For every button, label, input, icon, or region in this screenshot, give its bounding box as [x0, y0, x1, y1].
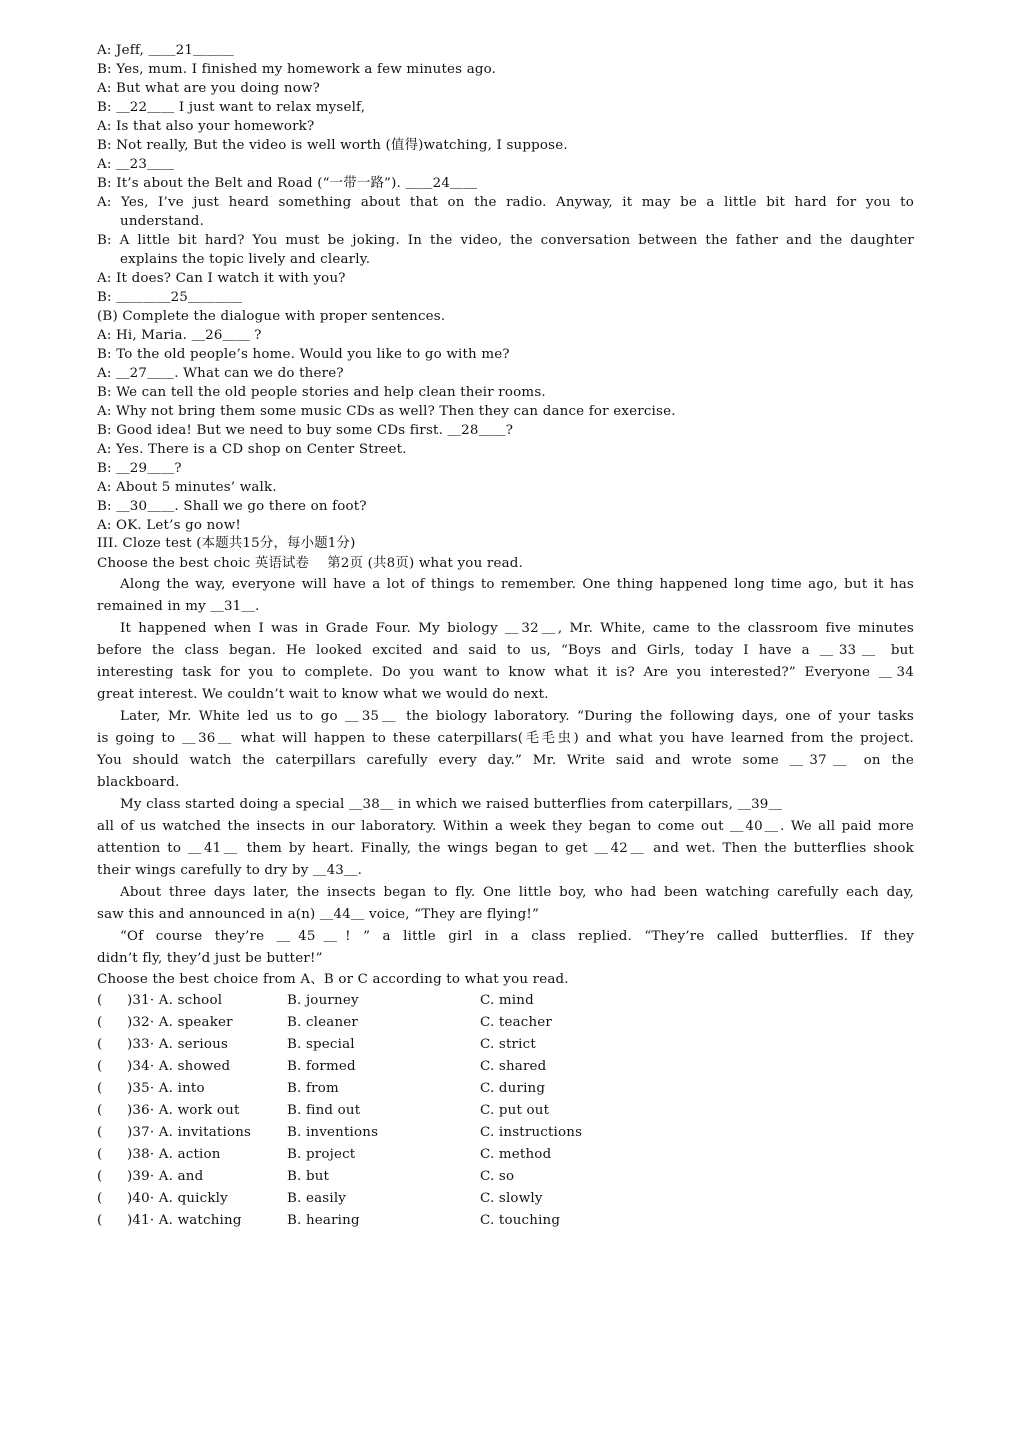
- question-row: ( )38· A. action B. project C. method: [97, 1144, 914, 1166]
- passage-line: About three days later, the insects began to fly. One little boy, who had been watching carefully each day,: [120, 885, 914, 900]
- passage-line: great interest. We couldn’t wait to know what we would do next.: [97, 687, 549, 702]
- passage-line: interesting task for you to complete. Do you want to know what it is? Are you interested?” Everyone ＿34: [97, 665, 914, 680]
- question-row: ( )35· A. into B. from C. during: [97, 1078, 914, 1100]
- dialogue-line: A: It does? Can I watch it with you?: [97, 271, 346, 286]
- dialogue-line: A: About 5 minutes’ walk.: [97, 480, 277, 495]
- dialogue-line: B: A little bit hard? You must be joking. In the video, the conversation between the father and the daughter: [97, 233, 914, 248]
- option-b[interactable]: B. from: [287, 1081, 339, 1096]
- dialogue-line: A: Why not bring them some music CDs as well? Then they can dance for exercise.: [97, 404, 676, 419]
- option-b[interactable]: B. project: [287, 1147, 356, 1162]
- question-number: )34: [127, 1059, 150, 1074]
- option-c[interactable]: C. slowly: [480, 1191, 543, 1206]
- passage-line: is going to ＿36＿ what will happen to these caterpillars(毛毛虫) and what you have learned from the project.: [97, 731, 914, 746]
- option-c[interactable]: C. instructions: [480, 1125, 583, 1140]
- option-c[interactable]: C. touching: [480, 1213, 561, 1228]
- passage-line: attention to ＿41＿ them by heart. Finally, the wings began to get ＿42＿ and wet. Then the butterflies shook: [97, 841, 914, 856]
- option-b[interactable]: B. find out: [287, 1103, 361, 1118]
- passage-line: all of us watched the insects in our laboratory. Within a week they began to come out ＿40＿. We all paid more: [97, 819, 914, 834]
- dialogue-line: A: Jeff, ＿＿21＿＿＿: [97, 43, 234, 58]
- passage-line: “Of course they’re ＿45＿! ” a little girl in a class replied. “They’re called butterflies. If they: [120, 929, 914, 944]
- question-number: )37: [127, 1125, 150, 1140]
- passage-line: didn’t fly, they’d just be butter!”: [97, 951, 323, 966]
- dialogue-line: B: ＿＿＿＿25＿＿＿＿: [97, 290, 243, 305]
- option-c[interactable]: C. strict: [480, 1037, 536, 1052]
- question-row: ( )32· A. speaker B. cleaner C. teacher: [97, 1012, 914, 1034]
- passage-line: You should watch the caterpillars carefully every day.” Mr. Write said and wrote some ＿37＿ on the: [97, 753, 914, 768]
- dialogue-line: A: Is that also your homework?: [97, 119, 315, 134]
- option-b[interactable]: B. formed: [287, 1059, 356, 1074]
- passage-line: It happened when I was in Grade Four. My biology ＿32＿, Mr. White, came to the classroom five minutes: [120, 621, 914, 636]
- question-number: )33: [127, 1037, 150, 1052]
- question-number: )40: [127, 1191, 150, 1206]
- answer-paren[interactable]: (: [97, 1015, 103, 1030]
- option-a[interactable]: A. and: [158, 1169, 204, 1184]
- option-b[interactable]: B. but: [287, 1169, 330, 1184]
- answer-paren[interactable]: (: [97, 1191, 103, 1206]
- dialogue-line: B: ＿30＿＿. Shall we go there on foot?: [97, 499, 367, 514]
- option-b[interactable]: B. journey: [287, 993, 359, 1008]
- answer-paren[interactable]: (: [97, 1125, 103, 1140]
- option-a[interactable]: A. showed: [158, 1059, 231, 1074]
- dialogue-line: B: We can tell the old people stories and help clean their rooms.: [97, 385, 546, 400]
- option-c[interactable]: C. shared: [480, 1059, 547, 1074]
- dialogue-line: understand.: [120, 214, 205, 229]
- option-c[interactable]: C. teacher: [480, 1015, 553, 1030]
- section-title: III. Cloze test (本题共15分，每小题1分): [97, 536, 356, 551]
- question-row: ( )39· A. and B. but C. so: [97, 1166, 914, 1188]
- option-a[interactable]: A. action: [158, 1147, 221, 1162]
- option-c[interactable]: C. put out: [480, 1103, 550, 1118]
- option-a[interactable]: A. into: [158, 1081, 205, 1096]
- option-a[interactable]: A. speaker: [158, 1015, 233, 1030]
- question-row: ( )40· A. quickly B. easily C. slowly: [97, 1188, 914, 1210]
- answer-paren[interactable]: (: [97, 1169, 103, 1184]
- passage-line: before the class began. He looked excited and said to us, “Boys and Girls, today I have a ＿33＿ but: [97, 643, 914, 658]
- answer-paren[interactable]: (: [97, 1037, 103, 1052]
- answer-paren[interactable]: (: [97, 1213, 103, 1228]
- dialogue-line: B: Good idea! But we need to buy some CDs first. ＿28＿＿?: [97, 423, 514, 438]
- question-row: ( )37· A. invitations B. inventions C. instructions: [97, 1122, 914, 1144]
- option-a[interactable]: A. quickly: [158, 1191, 228, 1206]
- options-list: [97, 990, 914, 1232]
- choose-instruction: Choose the best choice from A、B or C according to what you read.: [97, 972, 569, 987]
- question-number: )39: [127, 1169, 150, 1184]
- dialogue-line: A: But what are you doing now?: [97, 81, 321, 96]
- question-number: )41: [127, 1213, 150, 1228]
- option-b[interactable]: B. inventions: [287, 1125, 379, 1140]
- option-b[interactable]: B. special: [287, 1037, 355, 1052]
- dialogue-line: B: To the old people’s home. Would you like to go with me?: [97, 347, 510, 362]
- dialogue-line: B: Yes, mum. I finished my homework a few minutes ago.: [97, 62, 497, 77]
- question-row: ( )34· A. showed B. formed C. shared: [97, 1056, 914, 1078]
- answer-paren[interactable]: (: [97, 1103, 103, 1118]
- section-heading: (B) Complete the dialogue with proper sentences.: [97, 309, 446, 324]
- dialogue-line: A: ＿27＿＿. What can we do there?: [97, 366, 344, 381]
- dialogue-line: B: Not really, But the video is well worth (值得)watching, I suppose.: [97, 138, 568, 153]
- option-a[interactable]: A. school: [158, 993, 223, 1008]
- option-c[interactable]: C. so: [480, 1169, 515, 1184]
- option-a[interactable]: A. invitations: [158, 1125, 252, 1140]
- dialogue-line: A: Yes, I’ve just heard something about that on the radio. Anyway, it may be a little bit hard for you to: [97, 195, 914, 210]
- option-a[interactable]: A. watching: [158, 1213, 242, 1228]
- passage-line: Later, Mr. White led us to go ＿35＿ the biology laboratory. “During the following days, one of your tasks: [120, 709, 914, 724]
- option-b[interactable]: B. easily: [287, 1191, 347, 1206]
- dialogue-line: B: ＿22＿＿ I just want to relax myself,: [97, 100, 366, 115]
- dialogue-line: A: Hi, Maria. ＿26＿＿ ?: [97, 328, 262, 343]
- passage-line: saw this and announced in a(n) ＿44＿ voice, “They are flying!”: [97, 907, 540, 922]
- question-row: ( )31· A. school B. journey C. mind: [97, 990, 914, 1012]
- dialogue-b: [97, 307, 914, 535]
- passage-line: blackboard.: [97, 775, 180, 790]
- answer-paren[interactable]: (: [97, 1059, 103, 1074]
- dialogue-line: B: It’s about the Belt and Road (“一带一路”). ＿＿24＿＿: [97, 176, 478, 191]
- passage-line: remained in my ＿31＿.: [97, 599, 260, 614]
- answer-paren[interactable]: (: [97, 1147, 103, 1162]
- option-b[interactable]: B. hearing: [287, 1213, 360, 1228]
- option-c[interactable]: C. method: [480, 1147, 552, 1162]
- option-b[interactable]: B. cleaner: [287, 1015, 358, 1030]
- question-row: ( )33· A. serious B. special C. strict: [97, 1034, 914, 1056]
- question-row: ( )36· A. work out B. find out C. put out: [97, 1100, 914, 1122]
- dialogue-line: explains the topic lively and clearly.: [120, 252, 371, 267]
- question-number: )32: [127, 1015, 150, 1030]
- dialogue-a: [97, 41, 914, 307]
- option-a[interactable]: A. serious: [158, 1037, 229, 1052]
- instruction-overlap: Choose the best choic 英语试卷 第2页 (共8页) what you read.: [97, 556, 523, 571]
- dialogue-line: A: Yes. There is a CD shop on Center Street.: [97, 442, 407, 457]
- exam-page: [97, 41, 914, 1232]
- passage-line: My class started doing a special ＿38＿ in which we raised butterflies from caterpillars, ＿39＿: [120, 797, 783, 812]
- question-number: )35: [127, 1081, 150, 1096]
- answer-paren[interactable]: (: [97, 993, 103, 1008]
- question-row: ( )41· A. watching B. hearing C. touching: [97, 1210, 914, 1232]
- dialogue-line: B: ＿29＿＿?: [97, 461, 182, 476]
- question-number: )31: [127, 993, 150, 1008]
- answer-paren[interactable]: (: [97, 1081, 103, 1096]
- question-number: )38: [127, 1147, 150, 1162]
- question-number: )36: [127, 1103, 150, 1118]
- dialogue-line: A: ＿23＿＿: [97, 157, 175, 172]
- option-c[interactable]: C. mind: [480, 993, 534, 1008]
- cloze-passage: [97, 574, 914, 970]
- option-a[interactable]: A. work out: [158, 1103, 240, 1118]
- dialogue-line: A: OK. Let’s go now!: [97, 518, 241, 533]
- passage-line: Along the way, everyone will have a lot of things to remember. One thing happened long time ago, but it has: [120, 577, 914, 592]
- passage-line: their wings carefully to dry by ＿43＿.: [97, 863, 363, 878]
- option-c[interactable]: C. during: [480, 1081, 546, 1096]
